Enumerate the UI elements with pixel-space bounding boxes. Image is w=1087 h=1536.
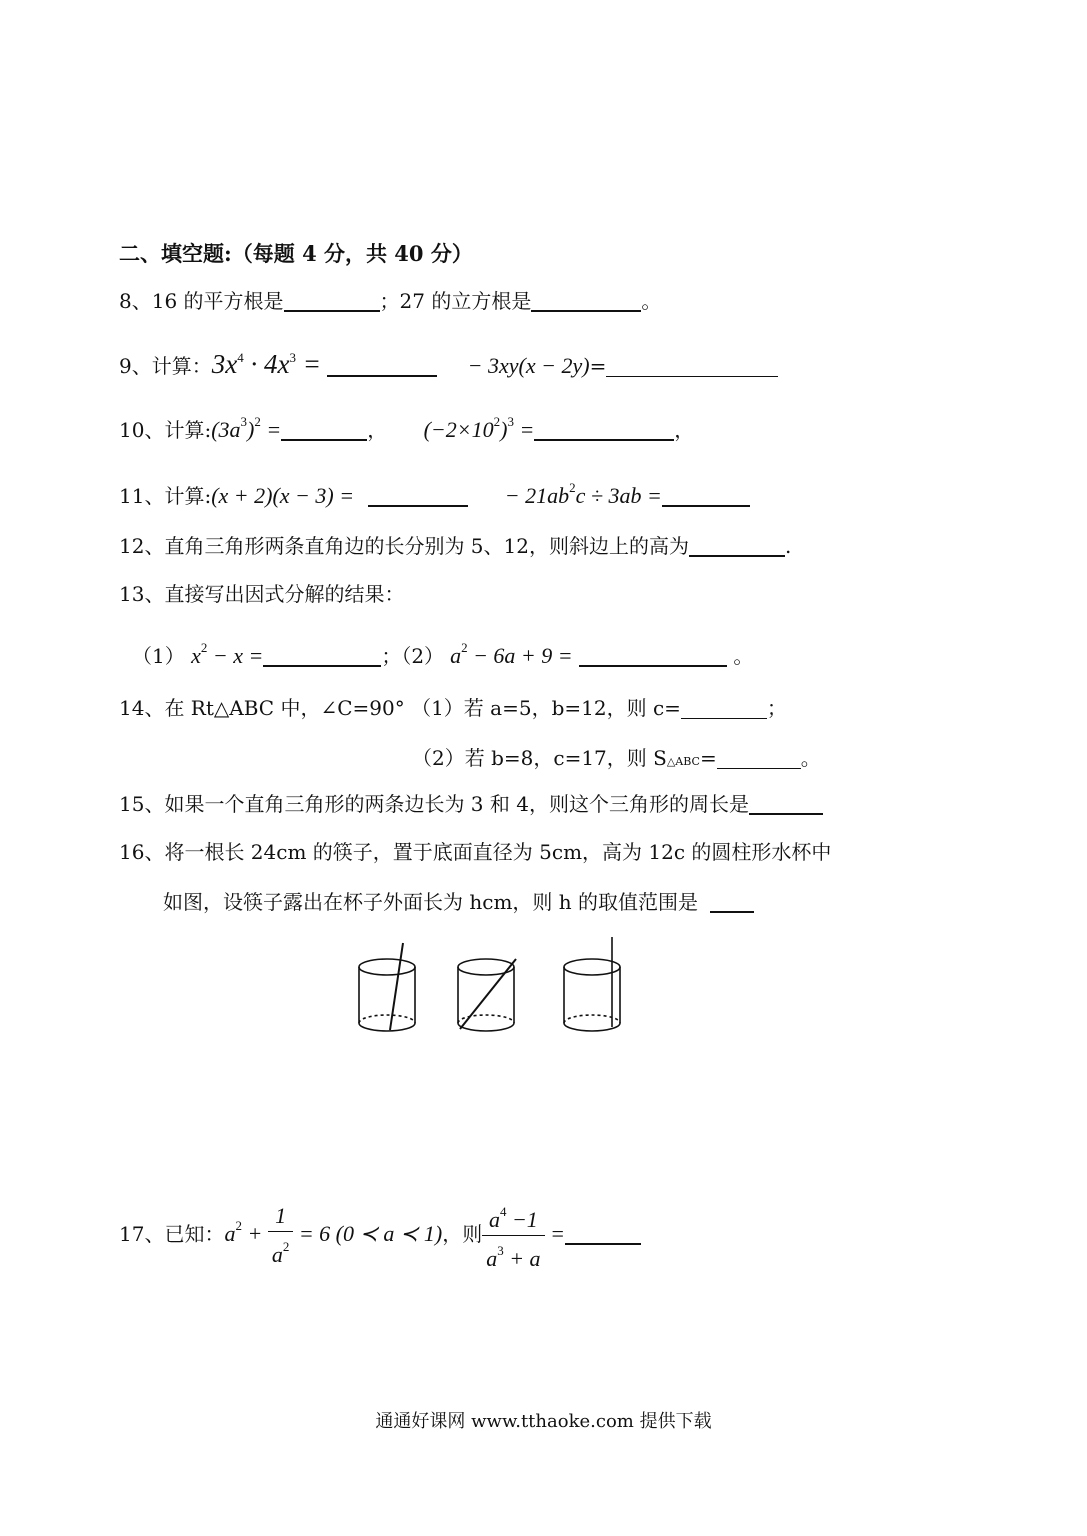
question-17 xyxy=(119,1196,641,1274)
question-11 xyxy=(119,474,750,510)
chopstick xyxy=(460,959,516,1029)
question-end: 。 xyxy=(641,289,662,313)
question-14-part-2 xyxy=(412,744,821,776)
answer-blank-2[interactable] xyxy=(579,645,727,667)
question-number: 15、 xyxy=(119,792,165,816)
question-label: 已知： xyxy=(164,1222,225,1246)
math-expression: $a^2$ + xyxy=(224,1218,268,1246)
question-number: 13、 xyxy=(119,582,165,606)
math-expression: $(3a^3)^2$ = xyxy=(211,414,282,442)
question-text: ，则 xyxy=(442,1222,483,1246)
question-number: 9、 xyxy=(119,354,152,378)
question-number: 17、 xyxy=(119,1222,165,1246)
question-text: 直接写出因式分解的结果： xyxy=(164,582,405,606)
fraction-2: $\frac{a^4 -1}{a^3 + a}$ xyxy=(482,1197,544,1274)
part-label: ；（2） xyxy=(381,644,445,668)
math-expression: $3x^4 \cdot 4x^3$ = xyxy=(211,349,321,379)
subscript: △ABC xyxy=(666,755,700,768)
question-label: 计算: xyxy=(164,418,212,442)
question-15 xyxy=(119,790,823,818)
question-8 xyxy=(119,287,661,315)
cylinder-figures xyxy=(350,935,650,1045)
answer-blank-2[interactable] xyxy=(606,356,778,377)
question-text: （2）若 b=8，c=17，则 S xyxy=(412,746,667,770)
answer-blank[interactable] xyxy=(710,891,754,913)
fraction-1: $\frac{1}{a^2}$ xyxy=(268,1201,294,1270)
section-title: 二、填空题: xyxy=(119,241,232,266)
question-number: 16、 xyxy=(119,840,165,864)
cylinder-figure-2 xyxy=(458,959,516,1031)
question-13-parts xyxy=(132,634,753,670)
question-end: . xyxy=(784,534,792,558)
question-text: 如图，设筷子露出在杯子外面长为 hcm，则 h 的取值范围是 xyxy=(163,890,698,914)
math-expression: (x + 2)(x − 3) = xyxy=(211,483,355,508)
answer-blank-2[interactable] xyxy=(717,748,801,769)
question-end: 。 xyxy=(800,746,821,770)
equals-sign: = xyxy=(699,746,717,770)
question-text: ；27 的立方根是 xyxy=(379,289,532,313)
question-number: 14、 xyxy=(119,696,165,720)
question-text: 在 Rt△ABC 中，∠C=90° （1）若 a=5，b=12，则 c= xyxy=(164,696,681,720)
question-end: ； xyxy=(766,696,787,720)
equals-sign: = xyxy=(589,354,607,378)
part-label: （1） xyxy=(132,644,185,668)
separator: ， xyxy=(367,418,388,442)
section-note: （每题 4 分，共 40 分） xyxy=(231,241,473,266)
math-expression: = 6 (0 ≺ a ≺ 1) xyxy=(293,1221,443,1246)
math-expression: $x^2 - x$ = xyxy=(191,640,264,668)
question-number: 8、 xyxy=(119,289,152,313)
math-expression: − 3xy(x − 2y) xyxy=(467,353,590,378)
answer-blank-2[interactable] xyxy=(534,419,674,441)
section-heading xyxy=(119,240,473,268)
question-16-line-2 xyxy=(163,888,754,916)
question-9 xyxy=(119,344,778,380)
question-13 xyxy=(119,580,404,608)
cylinder-figure-3 xyxy=(564,937,620,1031)
answer-blank-1[interactable] xyxy=(368,485,468,507)
answer-blank-1[interactable] xyxy=(681,698,767,719)
question-end: 。 xyxy=(733,644,754,668)
question-14 xyxy=(119,694,787,722)
cylinder-figure-1 xyxy=(359,943,415,1031)
answer-blank[interactable] xyxy=(749,793,823,815)
answer-blank-2[interactable] xyxy=(662,485,750,507)
equals-sign: = xyxy=(544,1221,565,1246)
answer-blank[interactable] xyxy=(689,535,785,557)
question-10 xyxy=(119,408,694,444)
math-expression: $(-2\times 10^2)^3$ = xyxy=(423,414,535,442)
answer-blank-2[interactable] xyxy=(531,290,641,312)
answer-blank-1[interactable] xyxy=(263,645,381,667)
question-label: 计算: xyxy=(164,484,212,508)
question-12 xyxy=(119,532,791,560)
question-number: 12、 xyxy=(119,534,165,558)
question-label: 计算： xyxy=(151,354,212,378)
math-expression: − $21ab^2c \div 3ab$ = xyxy=(504,480,662,508)
question-number: 10、 xyxy=(119,418,165,442)
math-expression: $a^2 - 6a + 9$ = xyxy=(450,640,573,668)
question-text: 将一根长 24cm 的筷子，置于底面直径为 5cm，高为 12c 的圆柱形水杯中 xyxy=(164,840,832,864)
question-end: ， xyxy=(674,418,695,442)
answer-blank[interactable] xyxy=(565,1223,641,1245)
answer-blank-1[interactable] xyxy=(284,290,380,312)
question-number: 11、 xyxy=(119,484,165,508)
answer-blank-1[interactable] xyxy=(281,419,367,441)
answer-blank-1[interactable] xyxy=(327,355,437,377)
page-footer: 通通好课网 www.tthaoke.com 提供下载 xyxy=(375,1411,712,1432)
question-text: 直角三角形两条直角边的长分别为 5、12，则斜边上的高为 xyxy=(164,534,689,558)
question-text: 如果一个直角三角形的两条边长为 3 和 4，则这个三角形的周长是 xyxy=(164,792,749,816)
chopstick xyxy=(390,943,403,1030)
question-text: 16 的平方根是 xyxy=(151,289,284,313)
question-16 xyxy=(119,838,831,866)
